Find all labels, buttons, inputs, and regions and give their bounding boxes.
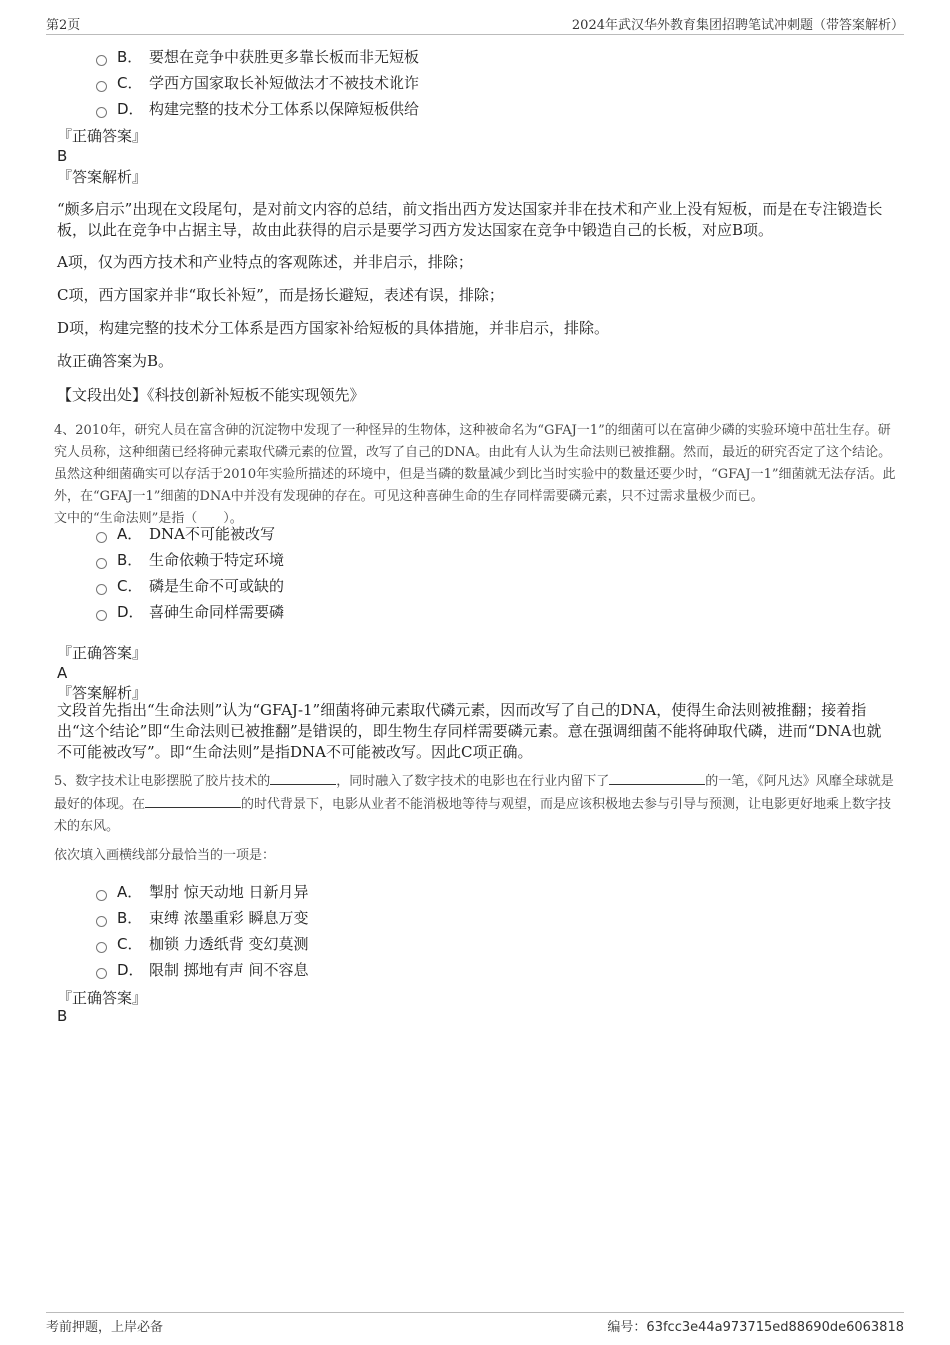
q5-option-a[interactable]: A． 掣肘 惊天动地 日新月异 — [96, 881, 309, 903]
q4-analysis: 文段首先指出“生命法则”认为“GFAJ-1”细菌将砷元素取代磷元素，因而改写了自己的DNA，使得生命法则被推翻；接着指出“这个结论”即“生命法则已被推翻”是错误的，即生物生存同样需要磷元素。意在强调细菌不能将砷取代磷，进而“DNA也就不可能被改写”。即“生命法则”是指DNA不可能被改写。因此C项正确。 — [57, 701, 882, 761]
footer-slogan: 考前押题，上岸必备 — [46, 1320, 164, 1335]
radio-icon[interactable] — [96, 584, 107, 595]
q5-option-c[interactable]: C． 枷锁 力透纸背 变幻莫测 — [96, 933, 309, 955]
q3-conclusion: 故正确答案为B。 — [57, 352, 174, 370]
q3-option-d[interactable]: D． 构建完整的技术分工体系以保障短板供给 — [96, 98, 419, 120]
q3-analysis-label: 『答案解析』 — [57, 168, 148, 186]
radio-icon[interactable] — [96, 916, 107, 927]
q5-answer-label: 『正确答案』 — [57, 989, 148, 1007]
q4-answer: A — [57, 664, 68, 682]
q4-option-b[interactable]: B． 生命依赖于特定环境 — [96, 549, 284, 571]
q4-option-d[interactable]: D． 喜砷生命同样需要磷 — [96, 601, 284, 623]
q3-answer: B — [57, 147, 68, 165]
radio-icon[interactable] — [96, 968, 107, 979]
q3-answer-label: 『正确答案』 — [57, 127, 148, 145]
q5-option-d[interactable]: D． 限制 掷地有声 间不容息 — [96, 959, 309, 981]
q5-option-b[interactable]: B． 束缚 浓墨重彩 瞬息万变 — [96, 907, 309, 929]
q5-stem: 5、数字技术让电影摆脱了胶片技术的 ，同时融入了数字技术的电影也在行业内留下了 的一笔，《阿凡达》风靡全球就是最好的体现。在 的时代背景下，电影从业者不能消极地等待与观望，而是应该积极地去参与引导与预测，让电影更好地乘上数字技术的东风。 — [54, 770, 900, 838]
page-number: 第2页 — [46, 18, 81, 33]
footer-code: 编号：63fcc3e44a973715ed88690de6063818 — [607, 1320, 904, 1335]
blank-2[interactable] — [609, 770, 705, 785]
q3-source: 【文段出处】《科技创新补短板不能实现领先》 — [57, 386, 365, 404]
radio-icon[interactable] — [96, 55, 107, 66]
q5-instruction: 依次填入画横线部分最恰当的一项是： — [54, 848, 276, 863]
q4-option-a[interactable]: A． DNA不可能被改写 — [96, 523, 275, 545]
q5-answer: B — [57, 1007, 68, 1025]
radio-icon[interactable] — [96, 532, 107, 543]
radio-icon[interactable] — [96, 610, 107, 621]
radio-icon[interactable] — [96, 81, 107, 92]
q3-analysis-c: C项，西方国家并非“取长补短”，而是扬长避短，表述有误，排除； — [57, 286, 504, 304]
radio-icon[interactable] — [96, 890, 107, 901]
radio-icon[interactable] — [96, 558, 107, 569]
q4-answer-label: 『正确答案』 — [57, 644, 148, 662]
q3-analysis-a: A项，仅为西方技术和产业特点的客观陈述，并非启示，排除； — [57, 253, 473, 271]
q3-analysis-paragraph: “颇多启示”出现在文段尾句，是对前文内容的总结，前文指出西方发达国家并非在技术和产业上没有短板，而是在专注锻造长板，以此在竞争中占据主导，故由此获得的启示是要学习西方发达国家在竞争中锻造自己的长板，对应B项。 — [57, 200, 883, 239]
q3-analysis-d: D项，构建完整的技术分工体系是西方国家补给短板的具体措施，并非启示，排除。 — [57, 319, 610, 337]
q4-stem: 4、2010年，研究人员在富含砷的沉淀物中发现了一种怪异的生物体，这种被命名为“GFAJ一1”的细菌可以在富砷少磷的实验环境中茁壮生存。研究人员称，这种细菌已经将砷元素取代磷元素的位置，改写了自己的DNA。由此有人认为生命法则已被推翻。然而，最近的研究否定了这个结论。虽然这种细菌确实可以存活于2010年实验所描述的环境中，但是当磷的数量减少到比当时实验中的数量还要少时，“GFAJ一1”细菌就无法存活。此外，在“GFAJ一1”细菌的DNA中并没有发现砷的存在。可见这种喜砷生命的生存同样需要磷元素，只不过需求量极少而已。 文中的“生命法则”是指（ ）。 — [54, 423, 896, 526]
page-footer — [46, 1312, 904, 1337]
radio-icon[interactable] — [96, 942, 107, 953]
q4-option-c[interactable]: C． 磷是生命不可或缺的 — [96, 575, 284, 597]
q3-option-b[interactable]: B． 要想在竞争中获胜更多靠长板而非无短板 — [96, 46, 419, 68]
q4-stem-tail: 文中的“生命法则”是指（ ）。 — [54, 511, 243, 526]
q4-analysis-label: 『答案解析』 — [57, 684, 148, 702]
document-title: 2024年武汉华外教育集团招聘笔试冲刺题（带答案解析） — [571, 18, 904, 33]
q3-option-c[interactable]: C． 学西方国家取长补短做法才不被技术讹诈 — [96, 72, 419, 94]
page-header — [46, 14, 904, 35]
blank-3[interactable] — [145, 793, 241, 808]
blank-1[interactable] — [270, 770, 336, 785]
radio-icon[interactable] — [96, 107, 107, 118]
